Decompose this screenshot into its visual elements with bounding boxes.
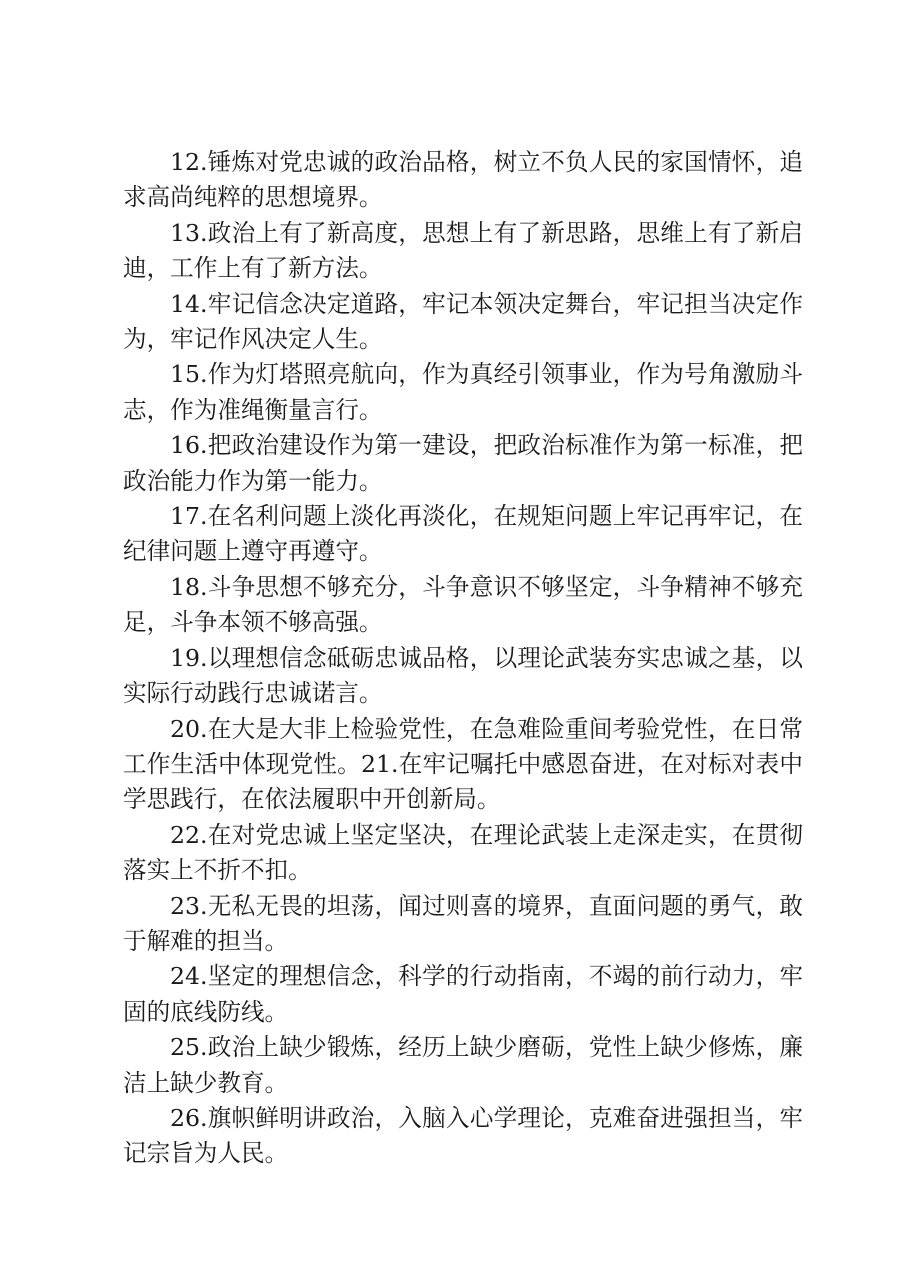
paragraph-22: 22.在对党忠诚上坚定坚决，在理论武装上走深走实，在贯彻落实上不折不扣。: [123, 820, 803, 885]
paragraph-15: 15.作为灯塔照亮航向，作为真经引领事业，作为号角激励斗志，作为准绳衡量言行。: [123, 360, 803, 424]
paragraph-16: 16.把政治建设作为第一建设，把政治标准作为第一标准，把政治能力作为第一能力。: [123, 431, 803, 495]
paragraph-13: 13.政治上有了新高度，思想上有了新思路，思维上有了新启迪，工作上有了新方法。: [123, 218, 803, 283]
document-body: [123, 145, 803, 1172]
paragraph-23: 23.无私无畏的坦荡，闻过则喜的境界，直面问题的勇气，敢于解难的担当。: [123, 891, 803, 955]
paragraph-26: 26.旗帜鲜明讲政治，入脑入心学理论，克难奋进强担当，牢记宗旨为人民。: [123, 1103, 803, 1168]
paragraph-12: 12.锤炼对党忠诚的政治品格，树立不负人民的家国情怀，追求高尚纯粹的思想境界。: [123, 148, 803, 212]
paragraph-14: 14.牢记信念决定道路，牢记本领决定舞台，牢记担当决定作为，牢记作风决定人生。: [123, 289, 803, 354]
paragraph-25: 25.政治上缺少锻炼，经历上缺少磨砺，党性上缺少修炼，廉洁上缺少教育。: [123, 1033, 803, 1097]
paragraph-17: 17.在名利问题上淡化再淡化，在规矩问题上牢记再牢记，在纪律问题上遵守再遵守。: [123, 502, 803, 566]
paragraph-18: 18.斗争思想不够充分，斗争意识不够坚定，斗争精神不够充足，斗争本领不够高强。: [123, 572, 803, 637]
paragraph-19: 19.以理想信念砥砺忠诚品格，以理论武装夯实忠诚之基，以实际行动践行忠诚诺言。: [123, 643, 803, 708]
paragraph-20-21: 20.在大是大非上检验党性，在急难险重间考验党性，在日常工作生活中体现党性。21.在牢记嘱托中感恩奋进，在对标对表中学思践行，在依法履职中开创新局。: [123, 714, 803, 814]
paragraph-24: 24.坚定的理想信念，科学的行动指南，不竭的前行动力，牢固的底线防线。: [123, 962, 803, 1026]
